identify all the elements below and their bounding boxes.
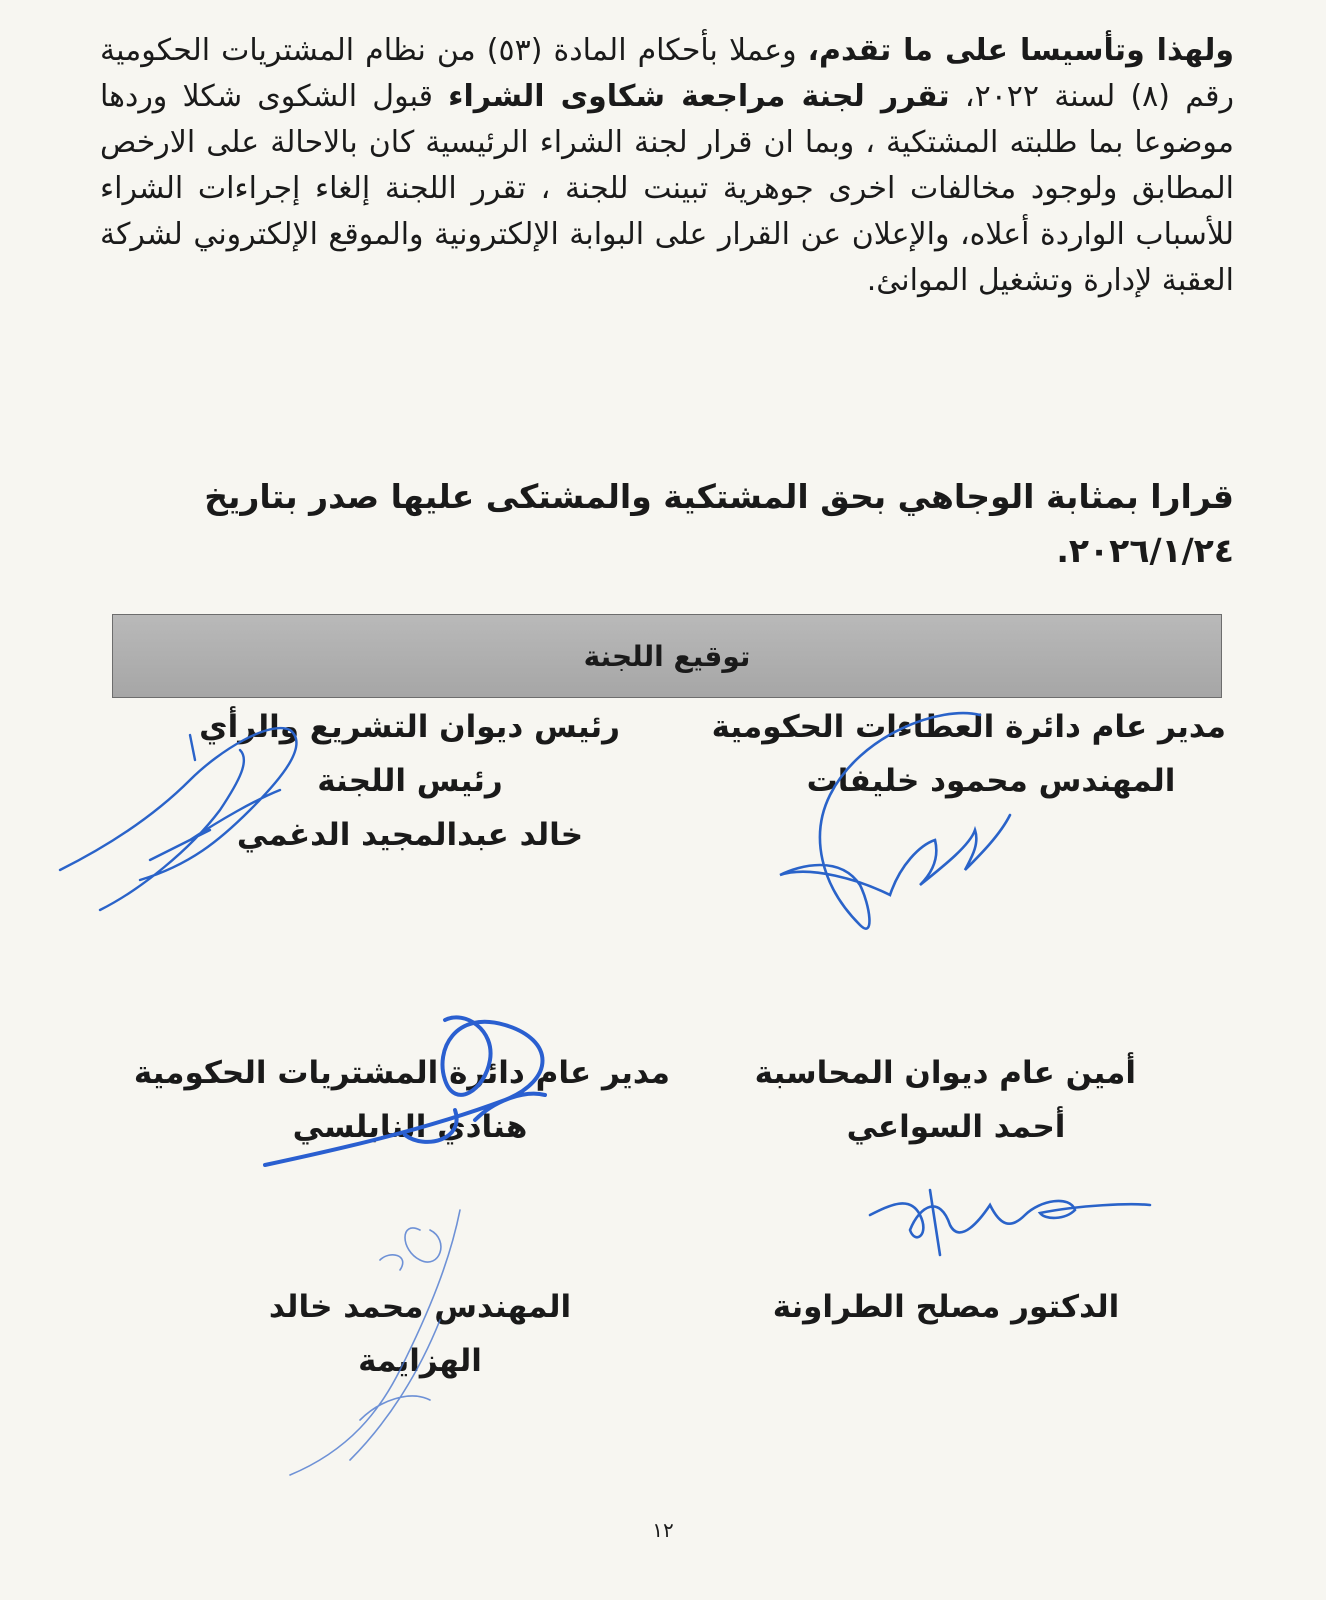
paragraph-part1: وعملا بأحكام المادة (٥٣) من نظام المشتريات الحكومية رقم (٨) لسنة ٢٠٢٢،	[100, 33, 1234, 114]
paragraph-part2: قبول الشكوى شكلا وردها موضوعا بما طلبته المشتكية ، وبما ان قرار لجنة الشراء الرئيسية كان بالاحالة على الارخص المطابق ولوجود مخالفات اخرى جوهرية تبينت للجنة ، تقرر اللجنة إلغاء إجراءات الشراء للأسباب الواردة أعلاه، والإعلان عن القرار على البوابة الإلكترونية والموقع الإلكتروني لشركة العقبة لإدارة وتشغيل الموانئ.	[100, 79, 1234, 298]
signatory-committee-chair	[200, 700, 620, 862]
paragraph-committee: تقرر لجنة مراجعة شكاوى الشراء	[448, 79, 950, 114]
signatory-name: المهندس محمود خليفات	[806, 763, 1176, 799]
signatory-dr-tarawneh	[746, 1280, 1146, 1334]
signatory-name: هنادي النابلسي	[292, 1109, 528, 1145]
signatory-title: مدير عام دائرة العطاءات الحكومية	[711, 709, 1226, 745]
signature-header	[112, 614, 1222, 698]
handwritten-signature	[860, 1175, 1160, 1265]
signatory-name: خالد عبدالمجيد الدغمي	[236, 817, 584, 853]
page-number: ١٢	[652, 1518, 674, 1542]
signatory-tenders-director	[711, 700, 1226, 808]
signatory-name: الدكتور مصلح الطراونة	[772, 1289, 1120, 1325]
signatory-audit-secretary	[754, 1046, 1136, 1154]
signatory-title: مدير عام دائرة المشتريات الحكومية	[133, 1055, 670, 1091]
decision-statement	[80, 470, 1234, 578]
signatory-name: المهندس محمد خالد	[268, 1289, 572, 1325]
signatory-surname: الهزايمة	[358, 1343, 482, 1379]
decision-text: قرارا بمثابة الوجاهي بحق المشتكية والمشتكى عليها صدر بتاريخ	[204, 477, 1234, 516]
signatory-name: أحمد السواعي	[846, 1109, 1066, 1145]
paragraph-intro: ولهذا وتأسيسا على ما تقدم،	[807, 33, 1235, 68]
signatory-title: أمين عام ديوان المحاسبة	[754, 1055, 1136, 1091]
signatory-role: رئيس اللجنة	[317, 763, 503, 799]
decision-date: ٢٠٢٦/١/٢٤.	[1056, 531, 1234, 570]
signatory-title: رئيس ديوان التشريع والرأي	[199, 709, 620, 745]
signature-header-label: توقيع اللجنة	[583, 639, 751, 673]
decision-paragraph	[100, 28, 1234, 304]
signatory-eng-hazaymeh	[230, 1280, 610, 1388]
signatory-procurement-director	[133, 1046, 670, 1154]
